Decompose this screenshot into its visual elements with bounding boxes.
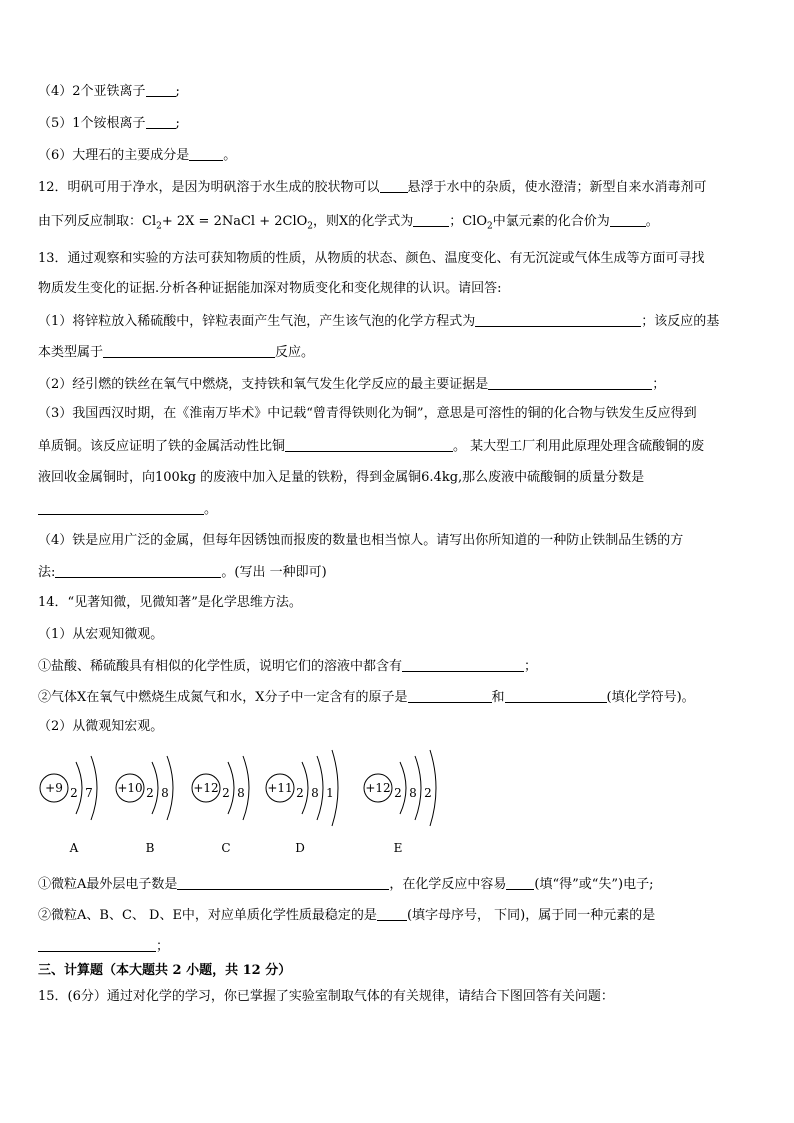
- atom-A: [40, 756, 97, 855]
- answer-blank[interactable]: [610, 212, 646, 227]
- q12-line-1: 12．明矾可用于净水，是因为明矾溶于水生成的胶状物可以 悬浮于水中的杂质，使水澄清；新型自来水消毒剂可: [38, 180, 707, 195]
- q15-text: 15．(6分）通过对化学的学习，你已掌握了实验室制取气体的有关规律，请结合下图回答有关问题：: [38, 989, 614, 1004]
- q13-part-3-d: 。: [38, 500, 217, 519]
- answer-blank[interactable]: [475, 312, 641, 327]
- answer-blank[interactable]: [377, 906, 407, 921]
- q13-part-3-c: 液回收金属铜时，向100kg 的废液中加入足量的铁粉，得到金属铜6.4kg,那么废液中硫酸铜的质量分数是: [38, 470, 645, 485]
- answer-blank[interactable]: [413, 212, 449, 227]
- atom-structure-diagrams: [30, 742, 470, 860]
- q14-sub-2-ii: ②微粒A、B、C、 D、E中，对应单质化学性质最稳定的是 (填字母序号， 下同)，属于同一种元素的是: [38, 908, 656, 923]
- atom-label: D: [295, 841, 305, 855]
- atom-C: [192, 756, 249, 855]
- section-heading: 三、计算题（本大题共 2 小题，共 12 分）: [38, 963, 292, 978]
- answer-blank[interactable]: [55, 563, 221, 578]
- atom-B: [116, 756, 173, 855]
- q14-intro: 14．“见著知微，见微知著”是化学思维方法。: [38, 595, 302, 610]
- q12-line-2: 由下列反应制取：$Cl_2+ 2X$ = 2NaCl + 2ClO$_2$，则X的化学式为 ；ClO$_2$中氯元素的化合价为 。: [38, 214, 659, 232]
- q11-item-5: （5）1个铵根离子 ;: [38, 116, 180, 131]
- q14-sub-2: （2）从微观知宏观。: [38, 719, 164, 734]
- q13-intro-2: 物质发生变化的证据.分析各种证据能加深对物质变化和变化规律的认识。请回答:: [38, 281, 502, 296]
- nucleus-charge: +10: [117, 781, 143, 795]
- shell-electron-count: 8: [409, 786, 417, 800]
- q14-sub-1-ii: ②气体X在氧气中燃烧生成氮气和水，X分子中一定含有的原子是 和 (填化学符号)。: [38, 690, 695, 705]
- q13-part-4: （4）铁是应用广泛的金属，但每年因锈蚀而报废的数量也相当惊人。请写出你所知道的一种防止铁制品生锈的方: [38, 533, 684, 548]
- atom-label: C: [221, 841, 231, 855]
- shell-electron-count: 7: [85, 786, 93, 800]
- q13-part-2: （2）经引燃的铁丝在氧气中燃烧，支持铁和氧气发生化学反应的最主要证据是 ；: [38, 377, 666, 392]
- atom-label: A: [69, 841, 79, 855]
- q14-sub-2-ii-cont: ；: [38, 937, 169, 956]
- answer-blank[interactable]: [505, 688, 607, 703]
- nucleus-charge: +9: [45, 781, 63, 795]
- shell-electron-count: 2: [70, 786, 78, 800]
- answer-blank[interactable]: [506, 875, 534, 890]
- q13-part-1-cont: 本类型属于 反应。: [38, 345, 315, 360]
- shell-electron-count: 2: [394, 786, 402, 800]
- answer-blank[interactable]: [103, 343, 275, 358]
- atom-label: B: [145, 841, 155, 855]
- answer-blank[interactable]: [488, 375, 652, 390]
- answer-blank[interactable]: [146, 114, 176, 129]
- shell-electron-count: 8: [161, 786, 169, 800]
- q14-sub-1: （1）从宏观知微观。: [38, 627, 164, 642]
- answer-blank[interactable]: [38, 500, 204, 515]
- q13-part-1: （1）将锌粒放入稀硫酸中，锌粒表面产生气泡，产生该气泡的化学方程式为 ；该反应的基: [38, 314, 720, 329]
- shell-electron-count: 2: [222, 786, 230, 800]
- q14-sub-2-i: ①微粒A最外层电子数是 ，在化学反应中容易 (填“得”或“失”)电子;: [38, 877, 654, 892]
- atom-label: E: [393, 841, 403, 855]
- q13-intro-1: 13．通过观察和实验的方法可获知物质的性质，从物质的状态、颜色、温度变化、有无沉淀或气体生成等方面可寻找: [38, 251, 705, 266]
- shell-electron-count: 2: [296, 786, 304, 800]
- answer-blank[interactable]: [408, 688, 492, 703]
- shell-electron-count: 2: [424, 786, 432, 800]
- atom-D: [266, 750, 338, 855]
- q13-part-3: （3）我国西汉时期，在《淮南万毕术》中记载“曾青得铁则化为铜”，意思是可溶性的铜的化合物与铁发生反应得到: [38, 406, 697, 421]
- answer-blank[interactable]: [285, 437, 453, 452]
- nucleus-charge: +11: [267, 781, 293, 795]
- atom-E: [364, 750, 436, 855]
- nucleus-charge: +12: [193, 781, 219, 795]
- answer-blank[interactable]: [402, 657, 524, 672]
- q14-sub-1-i: ①盐酸、稀硫酸具有相似的化学性质，说明它们的溶液中都含有 ；: [38, 659, 538, 674]
- q13-part-4-b: 法: 。(写出 一种即可): [38, 565, 327, 580]
- equation: $Cl_2+ 2X$ = 2NaCl + 2ClO$_2$: [142, 214, 313, 232]
- q13-part-3-b: 单质铜。该反应证明了铁的金属活动性比铜 。 某大型工厂利用此原理处理含硫酸铜的废: [38, 439, 705, 454]
- answer-blank[interactable]: [177, 875, 389, 890]
- nucleus-charge: +12: [365, 781, 391, 795]
- answer-blank[interactable]: [146, 82, 176, 97]
- answer-blank[interactable]: [189, 146, 223, 161]
- shell-electron-count: 2: [146, 786, 154, 800]
- shell-electron-count: 8: [311, 786, 319, 800]
- answer-blank[interactable]: [380, 178, 408, 193]
- q11-item-4: （4）2个亚铁离子 ;: [38, 84, 180, 99]
- answer-blank[interactable]: [38, 937, 156, 952]
- q11-item-6: （6）大理石的主要成分是 。: [38, 148, 237, 163]
- shell-electron-count: 1: [326, 786, 334, 800]
- shell-electron-count: 8: [237, 786, 245, 800]
